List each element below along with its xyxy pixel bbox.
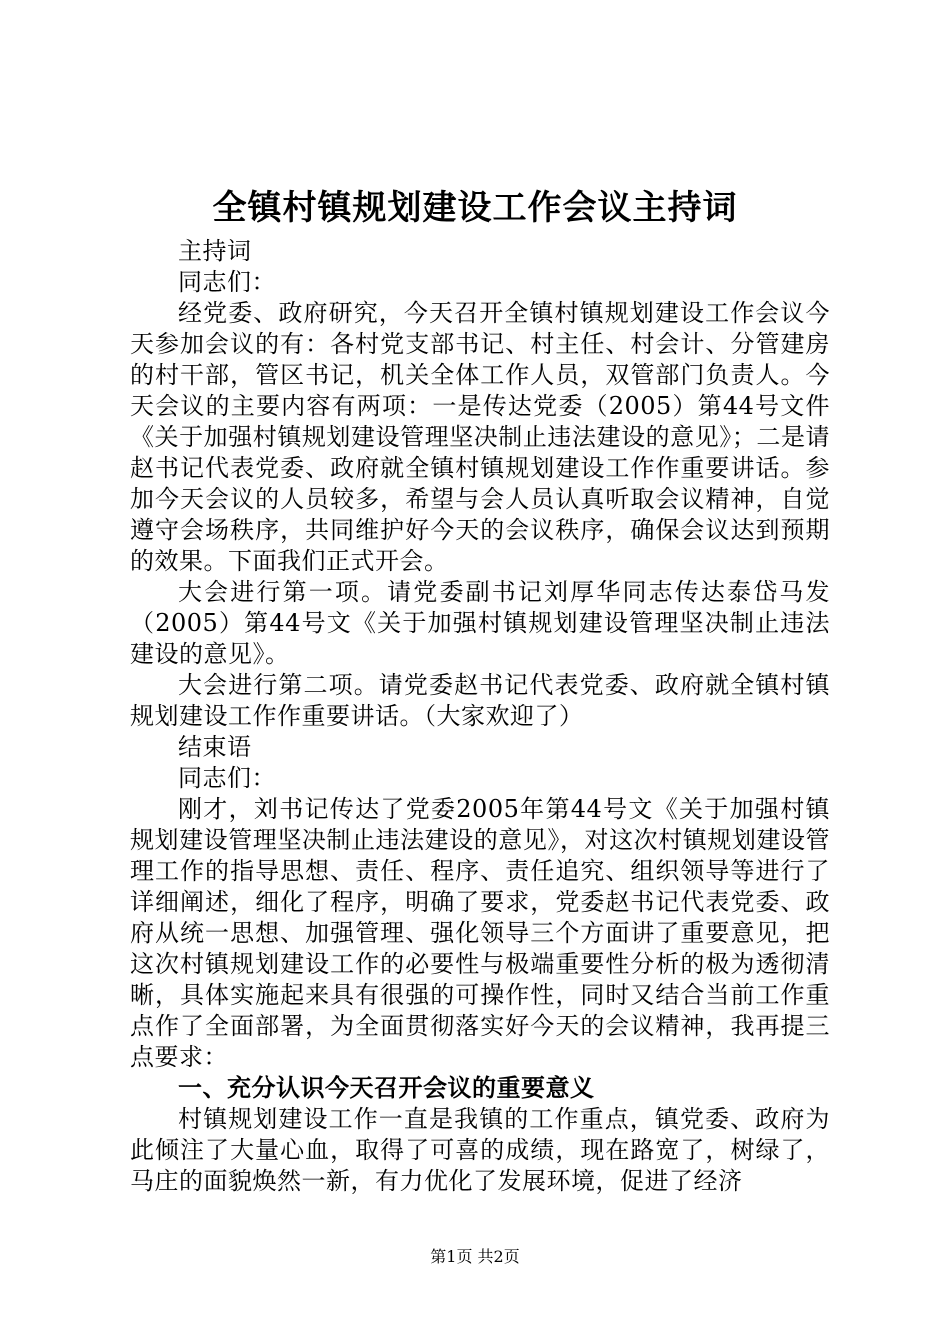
paragraph-closing-label: 结束语 [178, 733, 252, 761]
paragraph-item-two: 大会进行第二项。请党委赵书记代表党委、政府就全镇村镇规划建设工作作重要讲话。（大家欢迎了） [130, 671, 830, 730]
document-body [130, 236, 830, 1197]
paragraph-host-label: 主持词 [178, 237, 252, 265]
section-heading: 一、充分认识今天召开会议的重要意义 [178, 1074, 595, 1102]
document-title: 全镇村镇规划建设工作会议主持词 [212, 188, 738, 228]
paragraph-item-one: 大会进行第一项。请党委副书记刘厚华同志传达泰岱马发（2005）第44号文《关于加强村镇规划建设管理坚决制止违法建设的意见》。 [130, 578, 830, 668]
page-number-footer: 第1页 共2页 [430, 1247, 520, 1266]
paragraph-closing-greeting: 同志们： [178, 764, 276, 792]
paragraph-summary: 刚才，刘书记传达了党委2005年第44号文《关于加强村镇规划建设管理坚决制止违法建设的意见》，对这次村镇规划建设管理工作的指导思想、责任、程序、责任追究、组织领导等进行了详细阐述，细化了程序，明确了要求，党委赵书记代表党委、政府从统一思想、加强管理、强化领导三个方面讲了重要意见，把这次村镇规划建设工作的必要性与极端重要性分析的极为透彻清晰，具体实施起来具有很强的可操作性，同时又结合当前工作重点作了全面部署，为全面贯彻落实好今天的会议精神，我再提三点要求： [130, 795, 830, 1071]
paragraph-section-body: 村镇规划建设工作一直是我镇的工作重点，镇党委、政府为此倾注了大量心血，取得了可喜的成绩，现在路宽了，树绿了，马庄的面貌焕然一新，有力优化了发展环境，促进了经济 [130, 1105, 830, 1195]
paragraph-greeting: 同志们： [178, 268, 276, 296]
paragraph-opening: 经党委、政府研究，今天召开全镇村镇规划建设工作会议今天参加会议的有：各村党支部书记、村主任、村会计、分管建房的村干部，管区书记，机关全体工作人员，双管部门负责人。今天会议的主要内容有两项：一是传达党委（2005）第44号文件《关于加强村镇规划建设管理坚决制止违法建设的意见》；二是请赵书记代表党委、政府就全镇村镇规划建设工作作重要讲话。参加今天会议的人员较多，希望与会人员认真听取会议精神，自觉遵守会场秩序，共同维护好今天的会议秩序，确保会议达到预期的效果。下面我们正式开会。 [130, 299, 830, 575]
